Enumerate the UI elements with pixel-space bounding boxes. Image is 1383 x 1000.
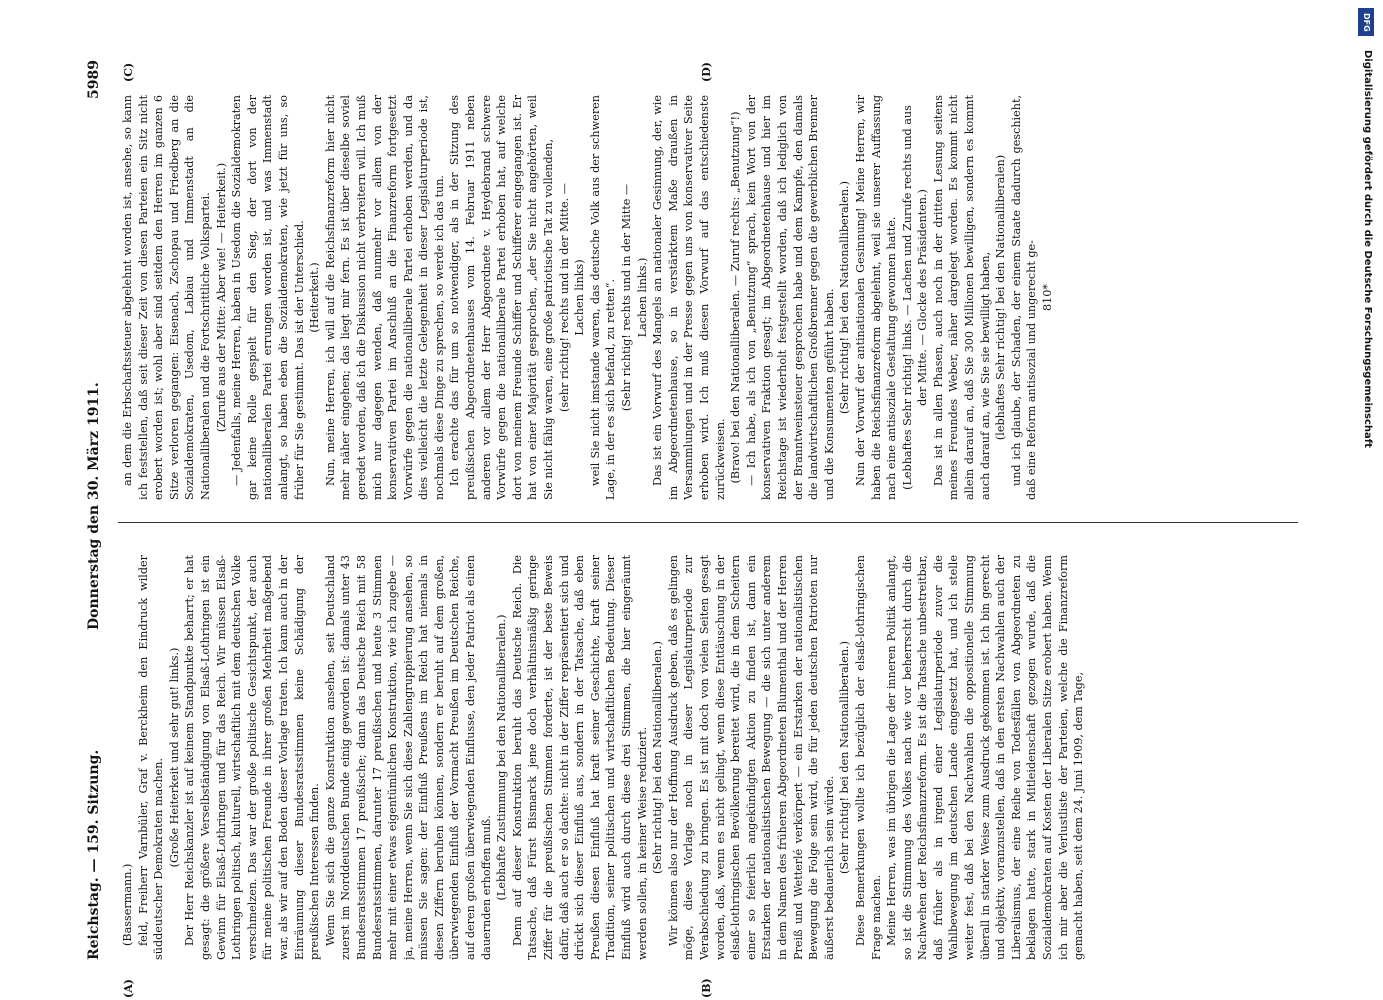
interjection: (Lebhaftes Sehr richtig! links. — Lachen und Zurufe rechts und aus der Mitte. — Glocke des Präsidenten.) xyxy=(900,105,930,490)
interjection: (Lebhafte Zustimmung bei den Nationalliberalen.) xyxy=(495,614,509,901)
paragraph: Wir können also nur der Hoffnung Ausdruck geben, daß es gelingen möge, diese Vorlage noch in dieser Legislaturperiode zur Verabschiedung zu bringen. Es ist mit doch von vielen Seiten gesagt worden, daß, wenn es nicht gelingt, wenn diese Enttäuschung in der elsaß-lothringischen Bevölkerung bereitet wird, die in dem Scheitern einer so feierlich angekündigten Aktion zu finden ist, dann ein Erstarken der nationalistischen Bewegung — die sich unter anderem in dem Namen des früheren Abgeordneten Blumenthal und der Herren Preiß und Wetterlé verkörpert — ein Erstarken der nationalistischen Bewegung die Folge sein wird, die für jeden deutschen Patrioten nur äußerst bedauerlich sein würde. xyxy=(666,555,836,960)
paragraph: Meine Herren, was im übrigen die Lage der inneren Politik anlangt, so ist die Stimmung des Volkes nach wie vor beherrscht durch die Nachwehen der Reichsfinanzreform. Es ist die Tatsache unbestreitbar, daß früher als in irgend einer Legislaturperiode zuvor die Wahlbewegung im deutschen Lande eingesetzt hat, und ich stelle weiter fest, daß bei den Nachwahlen die oppositionelle Stimmung überall in starker Weise zum Ausdruck gekommen ist. Ich bin gerecht und objektiv, voranzustellen, daß in den ersten Nachwahlen auch der Liberalismus, der eine Reihe von Todesfällen von Abgeordneten zu beklagen hatte, stark in Mitleidenschaft gezogen wurde, daß die Sozialdemokraten auf Kosten der Liberalen Sitze erobert haben. Wenn ich mir aber die Verlustliste der Parteien, welche die Finanzreform gemacht haben, seit dem 24. Juni 1909, dem Tage, xyxy=(885,555,1086,960)
right-column xyxy=(120,95,1320,500)
left-column xyxy=(120,555,1320,960)
interjection: (Bravo! bei den Nationalliberalen. — Zuruf rechts: „Benutzung“!) xyxy=(729,111,743,484)
signature-mark: 810* xyxy=(1041,284,1055,311)
paragraph: Der Herr Reichskanzler ist auf keinem Standpunkte beharrt; er hat gesagt: die größere Verselbständigung von Elsaß-Lothringen ist ein Gewinn für Elsaß-Lothringen und für das Reich. Wir müssen Elsaß-Lothringen politisch, kulturell, wirtschaftlich mit dem deutschen Volke verschmelzen. Das war der große politische Gesichtspunkt, der auch für meine politischen Freunde in ihrer großen Mehrheit maßgebend war, als wir auf den Boden dieser Vorlage traten. Ich kann auch in der Einräumung dieser Bundesratsstimmen keine Schädigung der preußischen Interessen finden. xyxy=(183,555,322,960)
interjection: (Sehr richtig! bei den Nationalliberalen.) xyxy=(838,641,852,874)
speaker-name: (Bassermann.) xyxy=(121,863,134,946)
paragraph: Das ist ein Vorwurf des Mangels an nationaler Gesinnung, der, wie im Abgeordnetenhause, so in verstärktem Maße draußen in Versammlungen und in der Presse gegen uns von konservativer Seite erhoben wird. Ich muß diesen Vorwurf auf das entschiedenste zurückweisen. xyxy=(651,95,727,500)
interjection: Lachen links) xyxy=(573,259,587,336)
interjection: (Sehr richtig! rechts und in der Mitte — xyxy=(620,183,633,412)
margin-mark-b: (B) xyxy=(700,978,713,998)
paragraph: Denn auf dieser Konstruktion beruht das Deutsche Reich. Die Tatsache, daß Fürst Bismarck jene doch verhältnismäßig geringe Ziffer für die preußischen Stimmen forderte, ist der beste Beweis dafür, daß auch er so dachte: nicht in der Ziffer repräsentiert sich und drückt sich dieser Einfluß aus, sondern in der Tatsache, daß eben Preußen diesen Einfluß hat kraft seiner Geschichte, kraft seiner Tradition, seiner politischen und wirtschaftlichen Bedeutung. Dieser Einfluß wird auch durch diese drei Stimmen, die hier eingeräumt werden sollen, in keiner Weise reduziert. xyxy=(510,555,649,960)
paragraph: Diese Bemerkungen wollte ich bezüglich der elsaß-lothringischen Frage machen. xyxy=(853,555,883,960)
rotated-page-content xyxy=(80,50,1340,998)
header-left: Reichstag. — 159. Sitzung. xyxy=(86,749,102,960)
margin-mark-d: (D) xyxy=(700,62,713,82)
paragraph: feld, Freiherr Varnbüler, Graf v. Berckheim den Eindruck wilder süddeutscher Demokraten machen. xyxy=(136,555,166,960)
paragraph: und ich glaube, der Schaden, der einem Staate dadurch geschieht, daß eine Reform antisozial und ungerecht ge- xyxy=(1009,95,1039,500)
interjection: (Große Heiterkeit und sehr gut! links.) xyxy=(167,647,181,868)
paragraph: — Ich habe, als ich von „Benutzung“ sprach, kein Wort von der konservativen Fraktion gesagt; im Abgeordnetenhause und hier im Reichstage ist wiederholt festgestellt worden, daß ich lediglich von der Branntweinsteuer gesprochen habe und dem Kampfe, den damals die landwirtschaftlichen Großbrenner gegen die gewerblichen Brenner und die Konsumenten geführt haben. xyxy=(744,95,836,500)
credit-text: Digitalisierung gefördert durch die Deutsche Forschungsgemeinschaft xyxy=(1362,50,1373,448)
digitization-credit xyxy=(1357,10,1377,990)
interjection: (Sehr richtig! bei den Nationalliberalen.) xyxy=(838,181,852,414)
paragraph: — Jedenfalls, meine Herren, haben in Usedom die Sozialdemokraten gar keine Rolle gespielt für den Sieg, der dort von der nationalliberalen Partei errungen worden ist, und was Immenstadt anlangt, so haben eben die Sozialdemokraten, wie jetzt für uns, so früher für Sie gestimmt. Das ist der Unterschied. xyxy=(230,95,306,500)
paragraph: Das ist in allen Phasen, auch noch in der dritten Lesung seitens meines Freundes Weber, näher dargelegt worden. Es kommt nicht allein darauf an, daß Sie 300 Millionen bewilligen, sondern es kommt auch darauf an, wie Sie sie bewilligt haben, xyxy=(931,95,992,500)
paragraph: Nun der Vorwurf der antinationalen Gesinnung! Meine Herren, wir haben die Reichsfinanzreform abgelehnt, weil sie unserer Auffassung nach eine antisoziale Gestaltung gewonnen hatte. xyxy=(853,95,899,500)
interjection: (sehr richtig! rechts und in der Mitte. — xyxy=(557,183,571,412)
interjection: (lebhaftes Sehr richtig! bei den Nationalliberalen) xyxy=(994,154,1008,441)
header-date: Donnerstag den 30. März 1911. xyxy=(86,382,102,630)
interjection: Lachen links.) xyxy=(635,257,649,338)
interjection: (Heiterkeit.) xyxy=(308,262,322,333)
paragraph: Ich erachte das für um so notwendiger, als in der Sitzung des preußischen Abgeordnetenhauses vom 14. Februar 1911 neben anderen vor allem der Herr Abgeordnete v. Heydebrand schwere Vorwürfe gegen die nationalliberale Partei erhoben hat, auf welche dort von meinem Freunde Schiffer und Schifferer eingegangen ist. Er hat von einer Majorität gesprochen, „der Sie nicht angehörten, weil Sie nicht fähig waren, eine große patriotische Tat zu vollenden, xyxy=(448,95,556,500)
margin-mark-a: (A) xyxy=(122,979,135,998)
paragraph: Nun, meine Herren, ich will auf die Reichsfinanzreform hier nicht mehr näher eingehen; das liegt mir fern. Es ist über dieselbe soviel geredet worden, daß ich die Diskussion nicht verbreitern will. Ich muß mich nur dagegen wenden, daß nunmehr vor allem von der konservativen Partei im Anschluß an die Finanzreform fortgesetzt Vorwürfe gegen die nationalliberale Partei erhoben werden, und da dies vielleicht die letzte Gelegenheit in dieser Legislaturperiode ist, nochmals diese Dinge zu sprechen, so werde ich das tun. xyxy=(323,95,446,500)
paragraph: an dem die Erbschaftssteuer abgelehnt worden ist, ansehe, so kann ich feststellen, daß seit dieser Zeit von diesen Parteien ein Sitz nicht erobert worden ist; wohl aber sind seitdem den Herren im ganzen 6 Sitze verloren gegangen: Eisenach, Zschopau und Friedberg an die Sozialdemokraten, Usedom, Labiau und Immenstadt an die Nationalliberalen und die Fortschrittliche Volkspartei. xyxy=(121,95,212,500)
dfg-logo: DFG xyxy=(1358,8,1374,36)
interjection: (Sehr richtig! bei den Nationalliberalen.) xyxy=(651,641,665,874)
margin-mark-c: (C) xyxy=(122,62,135,82)
column-divider xyxy=(118,522,1298,523)
interjection: (Zurufe aus der Mitte: Aber wie! — Heiterkeit.) xyxy=(214,162,228,433)
paragraph: Wenn Sie sich die ganze Konstruktion ansehen, seit Deutschland zuerst im Norddeutschen Bunde einig geworden ist: damals unter 43 Bundesratsstimmen 17 preußische; dann das Deutsche Reich mit 58 Bundesratsstimmen, darunter 17 preußischen und heute 3 Stimmen mehr mit einer etwas eigentümlichen Konstruktion, wie ich zugebe — ja, meine Herren, wenn Sie sich diese Zahlengruppierung ansehen, so müssen Sie sagen: der Einfluß Preußens im Reich hat niemals in diesen Ziffern beruhen können, sondern er beruht auf dem großen, überwiegenden Einfluß der Vormacht Preußen im Deutschen Reiche, auf deren großen überwiegenden Einflusse, den jeder Patriot als einen dauernden erhoffen muß. xyxy=(323,555,493,960)
page-number: 5989 xyxy=(86,60,102,99)
paragraph: weil Sie nicht imstande waren, das deutsche Volk aus der schweren Lage, in der es sich befand, zu retten“. xyxy=(588,95,618,500)
running-header xyxy=(80,50,110,970)
